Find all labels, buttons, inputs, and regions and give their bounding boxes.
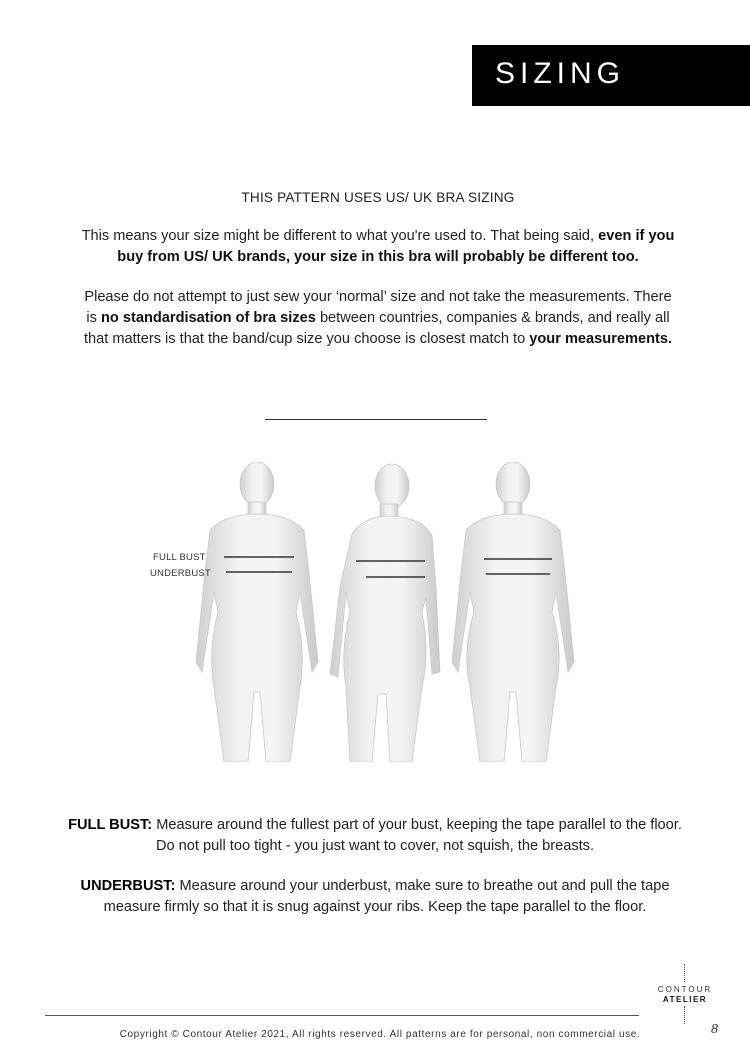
intro-paragraph-2 (78, 287, 678, 350)
page-title: SIZING (495, 57, 626, 90)
section-header (472, 45, 750, 106)
intro-p2-bold1: no standardisation of bra sizes (100, 310, 316, 326)
intro-section (78, 187, 678, 369)
logo-dotted-line-top (684, 964, 686, 982)
brand-logo (650, 964, 720, 1026)
front-figure (196, 462, 318, 762)
intro-p2-bold2: your measurements. (529, 331, 673, 347)
section-divider (265, 419, 487, 420)
underbust-label: UNDERBUST (150, 568, 211, 579)
three-quarter-figure (330, 464, 440, 762)
logo-dotted-line-bottom (684, 1006, 686, 1024)
full-bust-description (60, 815, 690, 857)
full-bust-term: FULL BUST: (68, 817, 153, 833)
intro-p2-text2: between countries, companies & brands, and really all that matters is that the band/cup size you choose is closest match to (83, 310, 670, 347)
measurement-descriptions (60, 815, 690, 937)
copyright-notice: Copyright © Contour Atelier 2021, All rights reserved. All patterns are for personal, non commercial use. (119, 1029, 641, 1040)
intro-p1-text: This means your size might be different to what you're used to. That being said, (81, 228, 599, 244)
back-figure (452, 462, 574, 762)
underbust-text: Measure around your underbust, make sure to breathe out and pull the tape measure firmly so that it is snug against your ribs. Keep the tape parallel to the floor. (103, 878, 670, 915)
intro-p2-text1: Please do not attempt to just sew your ‘normal’ size and not take the measurements. There is (84, 289, 672, 326)
body-figures-illustration (140, 462, 610, 762)
underbust-term: UNDERBUST: (80, 878, 176, 894)
intro-p1-bold: even if you buy from US/ UK brands, your size in this bra will probably be different too. (117, 228, 675, 265)
page-number: 8 (711, 1022, 718, 1037)
logo-line-2: ATELIER (662, 995, 708, 1004)
footer-divider (45, 1015, 639, 1016)
intro-heading: THIS PATTERN USES US/ UK BRA SIZING (241, 190, 515, 205)
logo-line-1: CONTOUR (657, 985, 713, 994)
full-bust-text: Measure around the fullest part of your bust, keeping the tape parallel to the floor. Do not pull too tight - you just want to cover, not squish, the breasts. (152, 817, 682, 854)
intro-paragraph-1 (78, 226, 678, 268)
underbust-description (60, 876, 690, 918)
measurement-figures (140, 462, 610, 762)
full-bust-label: FULL BUST (153, 552, 206, 563)
